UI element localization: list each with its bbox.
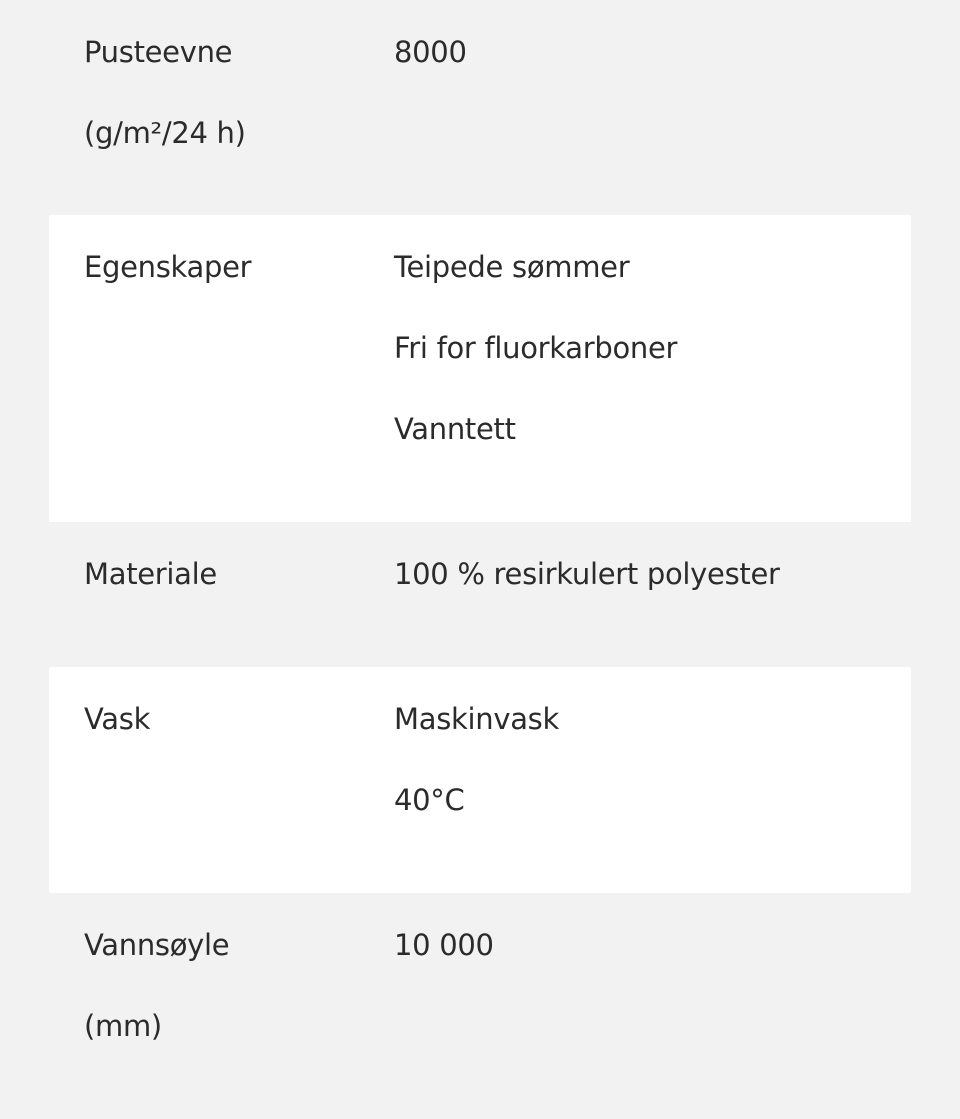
spec-row-features bbox=[49, 215, 911, 522]
label-line: Vask bbox=[84, 702, 151, 736]
spec-value bbox=[394, 893, 494, 1119]
value-line: 8000 bbox=[394, 35, 467, 69]
label-line: Vannsøyle bbox=[84, 928, 230, 962]
value-line: 10 000 bbox=[394, 928, 494, 962]
spec-label bbox=[84, 667, 394, 893]
label-line: Egenskaper bbox=[84, 250, 252, 284]
value-line: Maskinvask bbox=[394, 702, 559, 736]
spec-label bbox=[84, 522, 394, 667]
spec-value bbox=[394, 0, 467, 215]
spec-value bbox=[394, 667, 559, 893]
spec-label bbox=[84, 215, 394, 522]
spec-row-washing bbox=[49, 667, 911, 893]
spec-row-water-column bbox=[49, 893, 911, 1119]
spec-row-breathability bbox=[49, 0, 911, 215]
label-line: (mm) bbox=[84, 1009, 162, 1043]
label-line: Pusteevne bbox=[84, 35, 233, 69]
value-line: Vanntett bbox=[394, 412, 516, 446]
spec-row-material bbox=[49, 522, 911, 667]
label-line: (g/m²/24 h) bbox=[84, 116, 246, 150]
spec-label bbox=[84, 893, 394, 1119]
value-line: 100 % resirkulert polyester bbox=[394, 557, 780, 591]
value-line: 40°C bbox=[394, 783, 465, 817]
spec-value bbox=[394, 215, 677, 522]
spec-table bbox=[49, 0, 911, 1119]
value-line: Fri for fluorkarboner bbox=[394, 331, 678, 365]
spec-value bbox=[394, 522, 780, 667]
label-line: Materiale bbox=[84, 557, 217, 591]
spec-label bbox=[84, 0, 394, 215]
value-line: Teipede sømmer bbox=[394, 250, 630, 284]
